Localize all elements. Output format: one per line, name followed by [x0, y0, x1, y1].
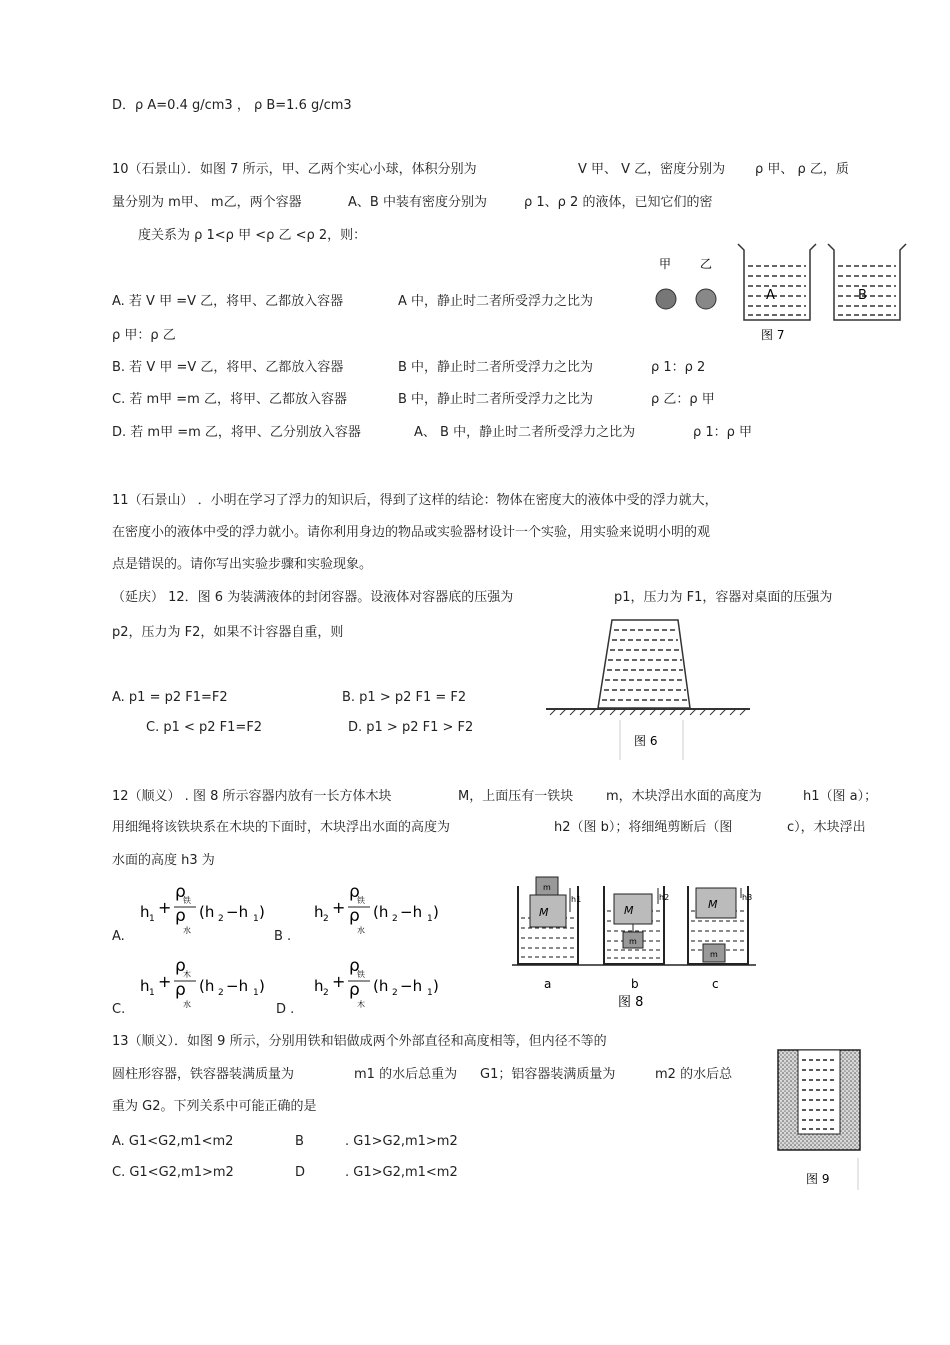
container-a — [518, 877, 581, 991]
svg-text:+: + — [158, 898, 172, 917]
svg-text:ρ: ρ — [349, 980, 360, 1000]
svg-text:m: m — [710, 950, 718, 959]
q11-line2: 在密度小的液体中受的浮力就小。请你利用身边的物品或实验器材设计一个实验，用实验来说明小明的观 — [112, 525, 711, 540]
svg-text:h: h — [314, 977, 324, 995]
formula-option-a — [136, 876, 276, 938]
q13-line1: 13（顺义）．如图 9 所示，分别用铁和铝做成两个外部直径和高度相等，但内径不等的 — [112, 1034, 607, 1049]
svg-text:m: m — [629, 937, 637, 946]
svg-text:水: 水 — [183, 1000, 191, 1009]
q10-line2a: 量分别为 m甲、 m乙，两个容器 — [112, 195, 302, 210]
svg-text:ρ: ρ — [175, 882, 186, 902]
figure-9 — [770, 1040, 866, 1192]
svg-text:1: 1 — [253, 988, 259, 998]
q13-option-b-letter: B — [295, 1134, 304, 1149]
q12a-option-c: C. p1 < p2 F1=F2 — [146, 720, 263, 735]
svg-text:1: 1 — [427, 914, 433, 924]
q10-option-a2: A 中，静止时二者所受浮力之比为 — [398, 294, 594, 309]
figure-7 — [640, 236, 910, 346]
q13-option-d: . G1>G2,m1<m2 — [345, 1165, 458, 1180]
figure-8 — [510, 866, 760, 1014]
svg-text:): ) — [433, 977, 439, 995]
svg-text:m: m — [543, 883, 551, 892]
svg-text:h3: h3 — [742, 893, 753, 902]
svg-text:1: 1 — [427, 988, 433, 998]
q10-option-a3: ρ 甲：ρ 乙 — [112, 328, 176, 343]
label-b: b — [631, 977, 639, 991]
q12a-line2: p2，压力为 F2，如果不计容器自重，则 — [112, 625, 344, 640]
beaker-b — [828, 244, 906, 320]
trapezoid-container — [598, 620, 690, 708]
q13-line3: 重为 G2。下列关系中可能正确的是 — [112, 1099, 317, 1114]
q10-option-a1: A. 若 V 甲 =V 乙，将甲、乙都放入容器 — [112, 294, 344, 309]
svg-text:铁: 铁 — [357, 896, 365, 905]
q10-option-b2: B 中，静止时二者所受浮力之比为 — [398, 360, 594, 375]
svg-text:ρ: ρ — [349, 956, 360, 976]
svg-text:2: 2 — [392, 988, 398, 998]
svg-text:−h: −h — [400, 977, 423, 995]
label-a: a — [544, 977, 552, 991]
svg-text:(h: (h — [373, 903, 389, 921]
svg-text:2: 2 — [218, 914, 224, 924]
svg-text:+: + — [332, 898, 346, 917]
svg-text:M: M — [539, 906, 549, 919]
q13-option-b: . G1>G2,m1>m2 — [345, 1134, 458, 1149]
q13-line2c: G1；铝容器装满质量为 — [480, 1067, 616, 1082]
q12a-line1a: （延庆） 12．图 6 为装满液体的封闭容器。设液体对容器底的压强为 — [112, 590, 514, 605]
q13-line2d: m2 的水后总 — [655, 1067, 733, 1082]
figure-8-caption: 图 8 — [618, 995, 644, 1010]
q12b-line2b: h2（图 b）；将细绳剪断后（图 — [554, 820, 733, 835]
q11-line3: 点是错误的。请你写出实验步骤和实验现象。 — [112, 557, 373, 572]
label-jia: 甲 — [659, 257, 672, 271]
q13-option-d-letter: D — [295, 1165, 306, 1180]
figure-6-caption: 图 6 — [634, 734, 658, 748]
svg-text:2: 2 — [218, 988, 224, 998]
ball-yi — [696, 289, 716, 309]
q12a-option-b: B. p1 > p2 F1 = F2 — [342, 690, 467, 705]
q12b-option-b-label: B . — [274, 929, 292, 944]
q10-line2c: ρ 1、ρ 2 的液体，已知它们的密 — [524, 195, 713, 210]
q10-line2b: A、B 中装有密度分别为 — [348, 195, 487, 210]
svg-text:水: 水 — [357, 926, 365, 935]
svg-text:1: 1 — [149, 988, 155, 998]
q9-option-d: D．ρ A=0.4 g/cm3 ， ρ B=1.6 g/cm3 — [112, 98, 352, 113]
formula-option-d — [310, 950, 450, 1012]
svg-text:+: + — [332, 972, 346, 991]
svg-text:): ) — [259, 977, 265, 995]
beaker-a — [738, 244, 816, 320]
container-cavity — [798, 1050, 840, 1134]
svg-text:1: 1 — [149, 914, 155, 924]
svg-text:ρ: ρ — [175, 906, 186, 926]
label-a: A — [766, 288, 775, 303]
svg-text:(h: (h — [199, 977, 215, 995]
q10-option-d2: A、 B 中，静止时二者所受浮力之比为 — [414, 425, 636, 440]
svg-text:M: M — [624, 904, 634, 917]
svg-text:): ) — [259, 903, 265, 921]
svg-text:2: 2 — [392, 914, 398, 924]
q13-line2a: 圆柱形容器，铁容器装满质量为 — [112, 1067, 295, 1082]
q10-line1b: V 甲、 V 乙，密度分别为 — [578, 162, 726, 177]
svg-text:+: + — [158, 972, 172, 991]
formula-option-b — [310, 876, 450, 938]
q10-option-d3: ρ 1：ρ 甲 — [693, 425, 753, 440]
q12b-line1c: m，木块浮出水面的高度为 — [606, 789, 762, 804]
svg-text:−h: −h — [226, 977, 249, 995]
svg-text:ρ: ρ — [175, 980, 186, 1000]
q10-option-b3: ρ 1：ρ 2 — [651, 360, 706, 375]
label-c: c — [712, 977, 719, 991]
q12b-line1b: M，上面压有一铁块 — [458, 789, 574, 804]
svg-text:2: 2 — [323, 914, 329, 924]
svg-text:M: M — [708, 898, 718, 911]
q10-option-c1: C. 若 m甲 =m 乙，将甲、乙都放入容器 — [112, 392, 347, 407]
ball-jia — [656, 289, 676, 309]
q11-line1: 11（石景山） ．小明在学习了浮力的知识后，得到了这样的结论：物体在密度大的液体中受的浮力就大， — [112, 493, 718, 508]
svg-text:h2: h2 — [659, 893, 670, 902]
svg-text:h: h — [140, 977, 150, 995]
svg-text:h: h — [314, 903, 324, 921]
svg-text:−h: −h — [226, 903, 249, 921]
formula-option-c — [136, 950, 276, 1012]
q10-option-c3: ρ 乙：ρ 甲 — [651, 392, 715, 407]
figure-7-caption: 图 7 — [761, 328, 785, 342]
q12b-line3: 水面的高度 h3 为 — [112, 853, 215, 868]
q12b-line1d: h1（图 a）； — [803, 789, 878, 804]
svg-text:2: 2 — [323, 988, 329, 998]
label-b: B — [858, 288, 867, 303]
svg-text:−h: −h — [400, 903, 423, 921]
q12a-line1b: p1，压力为 F1，容器对桌面的压强为 — [614, 590, 833, 605]
q12b-option-a-label: A. — [112, 929, 125, 944]
q10-option-d1: D. 若 m甲 =m 乙，将甲、乙分别放入容器 — [112, 425, 361, 440]
q12b-option-c-label: C. — [112, 1002, 126, 1017]
svg-text:木: 木 — [357, 1000, 365, 1009]
svg-text:h: h — [140, 903, 150, 921]
container-c — [688, 886, 752, 991]
figure-9-caption: 图 9 — [806, 1172, 830, 1186]
svg-text:铁: 铁 — [183, 896, 191, 905]
q12b-option-d-label: D . — [276, 1002, 295, 1017]
q12b-line2c: c），木块浮出 — [787, 820, 866, 835]
svg-text:): ) — [433, 903, 439, 921]
svg-text:ρ: ρ — [349, 906, 360, 926]
svg-text:1: 1 — [253, 914, 259, 924]
q10-line1c: ρ 甲、 ρ 乙，质 — [755, 162, 849, 177]
container-b — [604, 886, 669, 991]
figure-6 — [540, 612, 756, 762]
q13-line2b: m1 的水后总重为 — [354, 1067, 458, 1082]
svg-text:(h: (h — [199, 903, 215, 921]
q13-option-a: A. G1<G2,m1<m2 — [112, 1134, 234, 1149]
q10-option-c2: B 中，静止时二者所受浮力之比为 — [398, 392, 594, 407]
svg-text:ρ: ρ — [349, 882, 360, 902]
svg-text:ρ: ρ — [175, 956, 186, 976]
q10-line3: 度关系为 ρ 1<ρ 甲 <ρ 乙 <ρ 2，则： — [138, 228, 367, 243]
svg-text:h1: h1 — [571, 895, 582, 904]
label-yi: 乙 — [700, 257, 713, 271]
svg-text:铁: 铁 — [357, 970, 365, 979]
q13-option-c: C. G1<G2,m1>m2 — [112, 1165, 234, 1180]
svg-text:(h: (h — [373, 977, 389, 995]
q10-option-b1: B. 若 V 甲 =V 乙，将甲、乙都放入容器 — [112, 360, 344, 375]
q12a-option-d: D. p1 > p2 F1 > F2 — [348, 720, 474, 735]
q10-line1a: 10（石景山）．如图 7 所示，甲、乙两个实心小球，体积分别为 — [112, 162, 477, 177]
q12a-option-a: A. p1 = p2 F1=F2 — [112, 690, 228, 705]
q12b-line1a: 12（顺义） . 图 8 所示容器内放有一长方体木块 — [112, 789, 392, 804]
q12b-line2a: 用细绳将该铁块系在木块的下面时，木块浮出水面的高度为 — [112, 820, 451, 835]
svg-text:水: 水 — [183, 926, 191, 935]
svg-text:木: 木 — [183, 970, 191, 979]
